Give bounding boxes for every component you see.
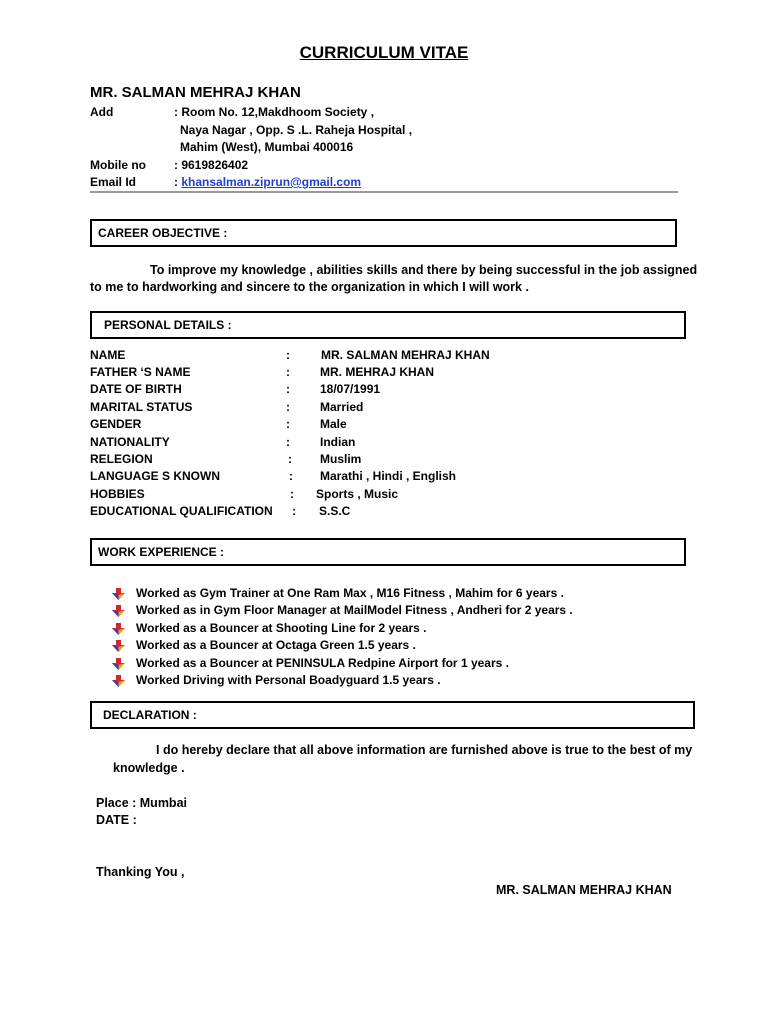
work-item-text: Worked as in Gym Floor Manager at MailModel Fitness , Andheri for 2 years .	[136, 603, 573, 617]
detail-row-languages	[90, 468, 690, 485]
detail-row-education	[90, 503, 690, 520]
signature-name: MR. SALMAN MEHRAJ KHAN	[496, 883, 672, 897]
address-line-3: Mahim (West), Mumbai 400016	[180, 140, 354, 154]
email-prefix: :	[174, 175, 182, 189]
arrow-bullet-icon	[112, 658, 125, 670]
detail-label: HOBBIES	[90, 487, 145, 501]
work-item-text: Worked as a Bouncer at PENINSULA Redpine Airport for 1 years .	[136, 656, 509, 670]
work-experience-box	[90, 538, 686, 566]
email-link[interactable]: khansalman.ziprun@gmail.com	[181, 175, 362, 189]
detail-label: RELEGION	[90, 452, 153, 466]
address-line-2: Naya Nagar , Opp. S .L. Raheja Hospital ,	[180, 123, 413, 137]
header-divider	[90, 191, 678, 193]
detail-colon: :	[290, 487, 294, 501]
detail-value: MR. SALMAN MEHRAJ KHAN	[321, 348, 490, 362]
email-value-wrap	[174, 174, 361, 191]
document-title: CURRICULUM VITAE	[299, 43, 469, 62]
career-objective-box	[90, 219, 677, 247]
detail-value: Muslim	[320, 452, 362, 466]
arrow-bullet-icon	[112, 675, 125, 687]
detail-label: DATE OF BIRTH	[90, 382, 182, 396]
address-label: Add	[90, 105, 114, 119]
detail-row-marital-status	[90, 399, 690, 416]
thanking-text: Thanking You ,	[96, 865, 185, 879]
detail-value: Male	[320, 417, 347, 431]
detail-row-father-name	[90, 364, 690, 381]
work-item-text: Worked Driving with Personal Boadyguard 1.5 years .	[136, 673, 441, 687]
detail-value: Indian	[320, 435, 356, 449]
work-experience-heading: WORK EXPERIENCE :	[98, 545, 225, 559]
personal-details-box	[90, 311, 686, 339]
date-label: DATE :	[96, 813, 137, 827]
detail-row-nationality	[90, 434, 690, 451]
work-item-text: Worked as Gym Trainer at One Ram Max , M16 Fitness , Mahim for 6 years .	[136, 586, 564, 600]
detail-row-dob	[90, 381, 690, 398]
detail-row-name	[90, 347, 690, 364]
detail-value: 18/07/1991	[320, 382, 381, 396]
detail-colon: :	[288, 452, 292, 466]
personal-details-heading: PERSONAL DETAILS :	[104, 318, 232, 332]
work-item-text: Worked as a Bouncer at Octaga Green 1.5 years .	[136, 638, 416, 652]
detail-row-religion	[90, 451, 690, 468]
career-objective-line-2: to me to hardworking and sincere to the organization in which I will work .	[90, 280, 529, 294]
detail-label: MARITAL STATUS	[90, 400, 193, 414]
detail-label: NATIONALITY	[90, 435, 170, 449]
declaration-heading: DECLARATION :	[103, 708, 197, 722]
detail-value: S.S.C	[319, 504, 351, 518]
email-label: Email Id	[90, 175, 137, 189]
detail-colon: :	[286, 400, 290, 414]
detail-row-hobbies	[90, 486, 690, 503]
detail-colon: :	[286, 417, 290, 431]
detail-value: MR. MEHRAJ KHAN	[320, 365, 434, 379]
detail-value: Sports , Music	[316, 487, 399, 501]
detail-colon: :	[292, 504, 296, 518]
declaration-line-1: I do hereby declare that all above information are furnished above is true to the best of my	[156, 743, 693, 757]
detail-label: GENDER	[90, 417, 142, 431]
mobile-value: : 9619826402	[174, 158, 249, 172]
detail-label: FATHER ‘S NAME	[90, 365, 191, 379]
detail-label: NAME	[90, 348, 126, 362]
address-line-1: : Room No. 12,Makdhoom Society ,	[174, 105, 375, 119]
arrow-bullet-icon	[112, 623, 125, 635]
arrow-bullet-icon	[112, 640, 125, 652]
detail-label: EDUCATIONAL QUALIFICATION	[90, 504, 273, 518]
career-objective-heading: CAREER OBJECTIVE :	[98, 226, 228, 240]
detail-value: Marathi , Hindi , English	[320, 469, 457, 483]
arrow-bullet-icon	[112, 588, 125, 600]
detail-colon: :	[286, 435, 290, 449]
detail-colon: :	[286, 382, 290, 396]
declaration-line-2: knowledge .	[113, 761, 185, 775]
place-label: Place : Mumbai	[96, 796, 187, 810]
work-item-text: Worked as a Bouncer at Shooting Line for 2 years .	[136, 621, 427, 635]
candidate-name: MR. SALMAN MEHRAJ KHAN	[90, 84, 301, 101]
detail-value: Married	[320, 400, 364, 414]
mobile-label: Mobile no	[90, 158, 146, 172]
detail-colon: :	[289, 469, 293, 483]
detail-colon: :	[286, 348, 290, 362]
arrow-bullet-icon	[112, 605, 125, 617]
declaration-box	[90, 701, 695, 729]
detail-colon: :	[286, 365, 290, 379]
detail-label: LANGUAGE S KNOWN	[90, 469, 220, 483]
career-objective-line-1: To improve my knowledge , abilities skills and there by being successful in the job assigned	[150, 263, 698, 277]
detail-row-gender	[90, 416, 690, 433]
